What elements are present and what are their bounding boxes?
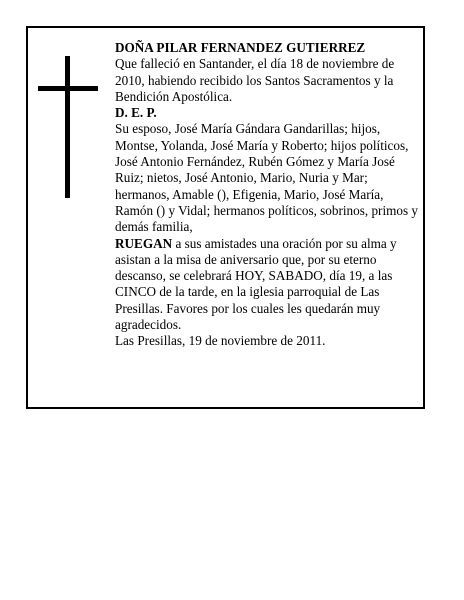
rip-heading: D. E. P. — [115, 105, 157, 121]
request-keyword: RUEGAN — [115, 235, 173, 251]
place-date: Las Presillas, 19 de noviembre de 2011. — [115, 333, 326, 349]
cross-icon — [38, 56, 98, 198]
obituary-notice — [26, 26, 425, 409]
cross-horizontal-bar — [38, 86, 98, 91]
notice-text — [115, 40, 420, 350]
request-text: a sus amistades una oración por su alma y asistan a la misa de aniversario que, por su eterno descanso, se celebrará HOY, SABADO, día 19, a las CINCO de la tarde, en la iglesia parroquial de Las Presillas. Favores por los cuales les quedarán muy agradecidos. — [115, 235, 397, 333]
request-paragraph — [115, 236, 420, 334]
death-statement: Que falleció en Santander, el día 18 de noviembre de 2010, habiendo recibido los Santos Sacramentos y la Bendición Apostólica. — [115, 56, 395, 104]
deceased-name: DOÑA PILAR FERNANDEZ GUTIERREZ — [115, 40, 366, 55]
cross-vertical-bar — [65, 56, 70, 198]
family-list: Su esposo, José María Gándara Gandarillas; hijos, Montse, Yolanda, José María y Roberto; hijos políticos, José Antonio Fernández, Rubén Gómez y María José Ruiz; nietos, José Antonio, Mario, Nuria y Mar; hermanos, Amable (), Efigenia, Mario, José María, Ramón () y Vidal; hermanos políticos, sobrinos, primos y demás familia, — [115, 121, 418, 235]
